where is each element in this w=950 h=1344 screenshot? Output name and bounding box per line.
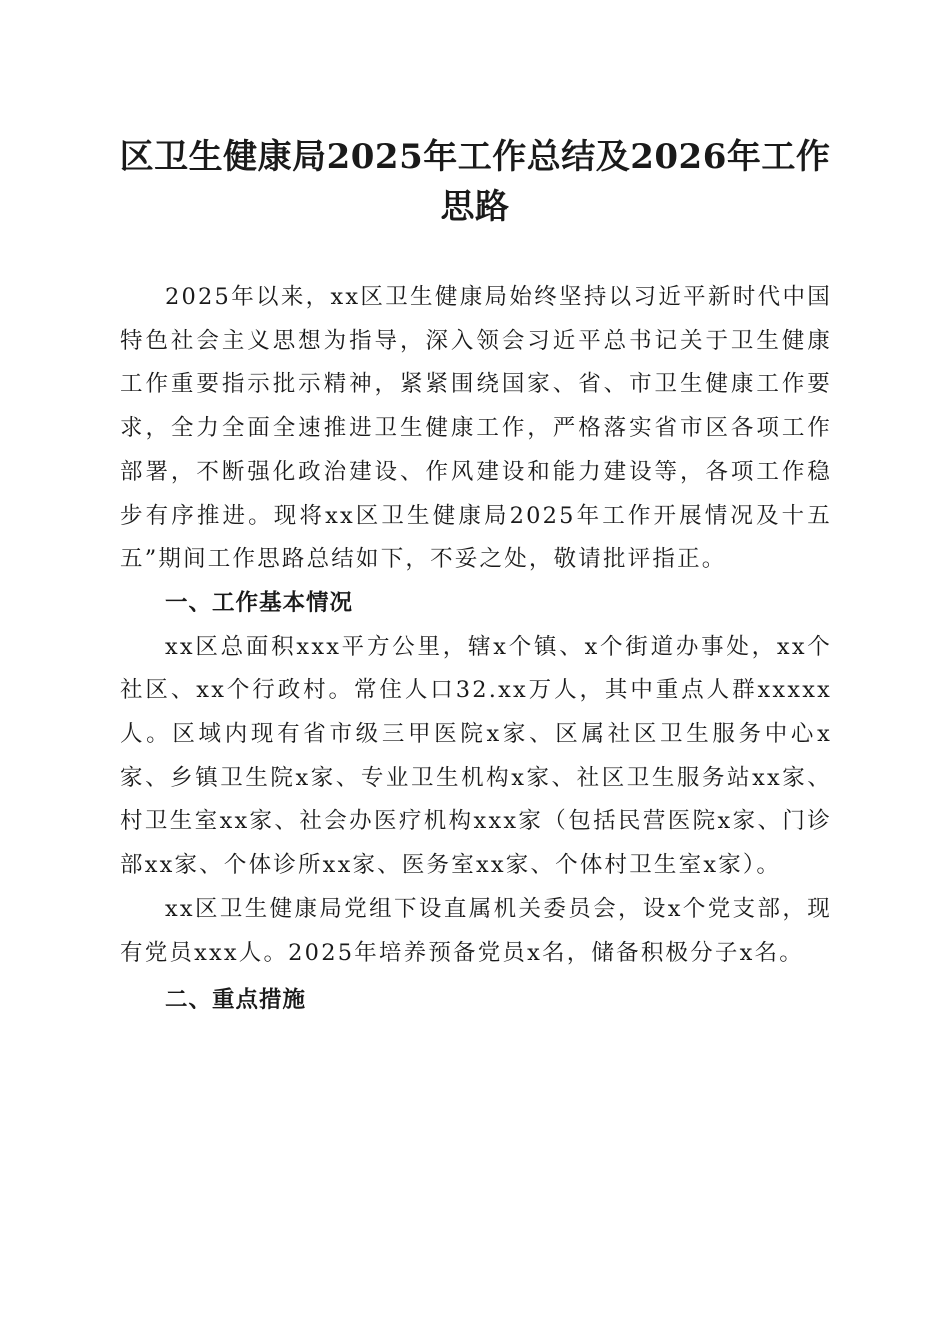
basic-situation-paragraph-2: xx区卫生健康局党组下设直属机关委员会，设x个党支部，现有党员xxx人。2025年培养预备党员x名，储备积极分子x名。 (120, 895, 832, 966)
section-heading-key-measures: 二、重点措施 (165, 987, 307, 1014)
document-body (120, 276, 832, 1023)
section-heading-basic-situation: 一、工作基本情况 (165, 589, 354, 616)
document-title: 区卫生健康局2025年工作总结及2026年工作思路 (119, 137, 831, 227)
intro-paragraph: 2025年以来，xx区卫生健康局始终坚持以习近平新时代中国特色社会主义思想为指导，深入领会习近平总书记关于卫生健康工作重要指示批示精神，紧紧围绕国家、省、市卫生健康工作要求，全力全面全速推进卫生健康工作，严格落实省市区各项工作部署，不断强化政治建设、作风建设和能力建设等，各项工作稳步有序推进。现将xx区卫生健康局2025年工作开展情况及十五五”期间工作思路总结如下，不妥之处，敬请批评指正。 (120, 284, 832, 573)
basic-situation-paragraph-1: xx区总面积xxx平方公里，辖x个镇、x个街道办事处，xx个社区、xx个行政村。常住人口32.xx万人，其中重点人群xxxxx人。区域内现有省市级三甲医院x家、区属社区卫生服务中心x家、乡镇卫生院x家、专业卫生机构x家、社区卫生服务站xx家、村卫生室xx家、社会办医疗机构xxx家（包括民营医院x家、门诊部xx家、个体诊所xx家、医务室xx家、个体村卫生室x家）。 (120, 633, 832, 879)
